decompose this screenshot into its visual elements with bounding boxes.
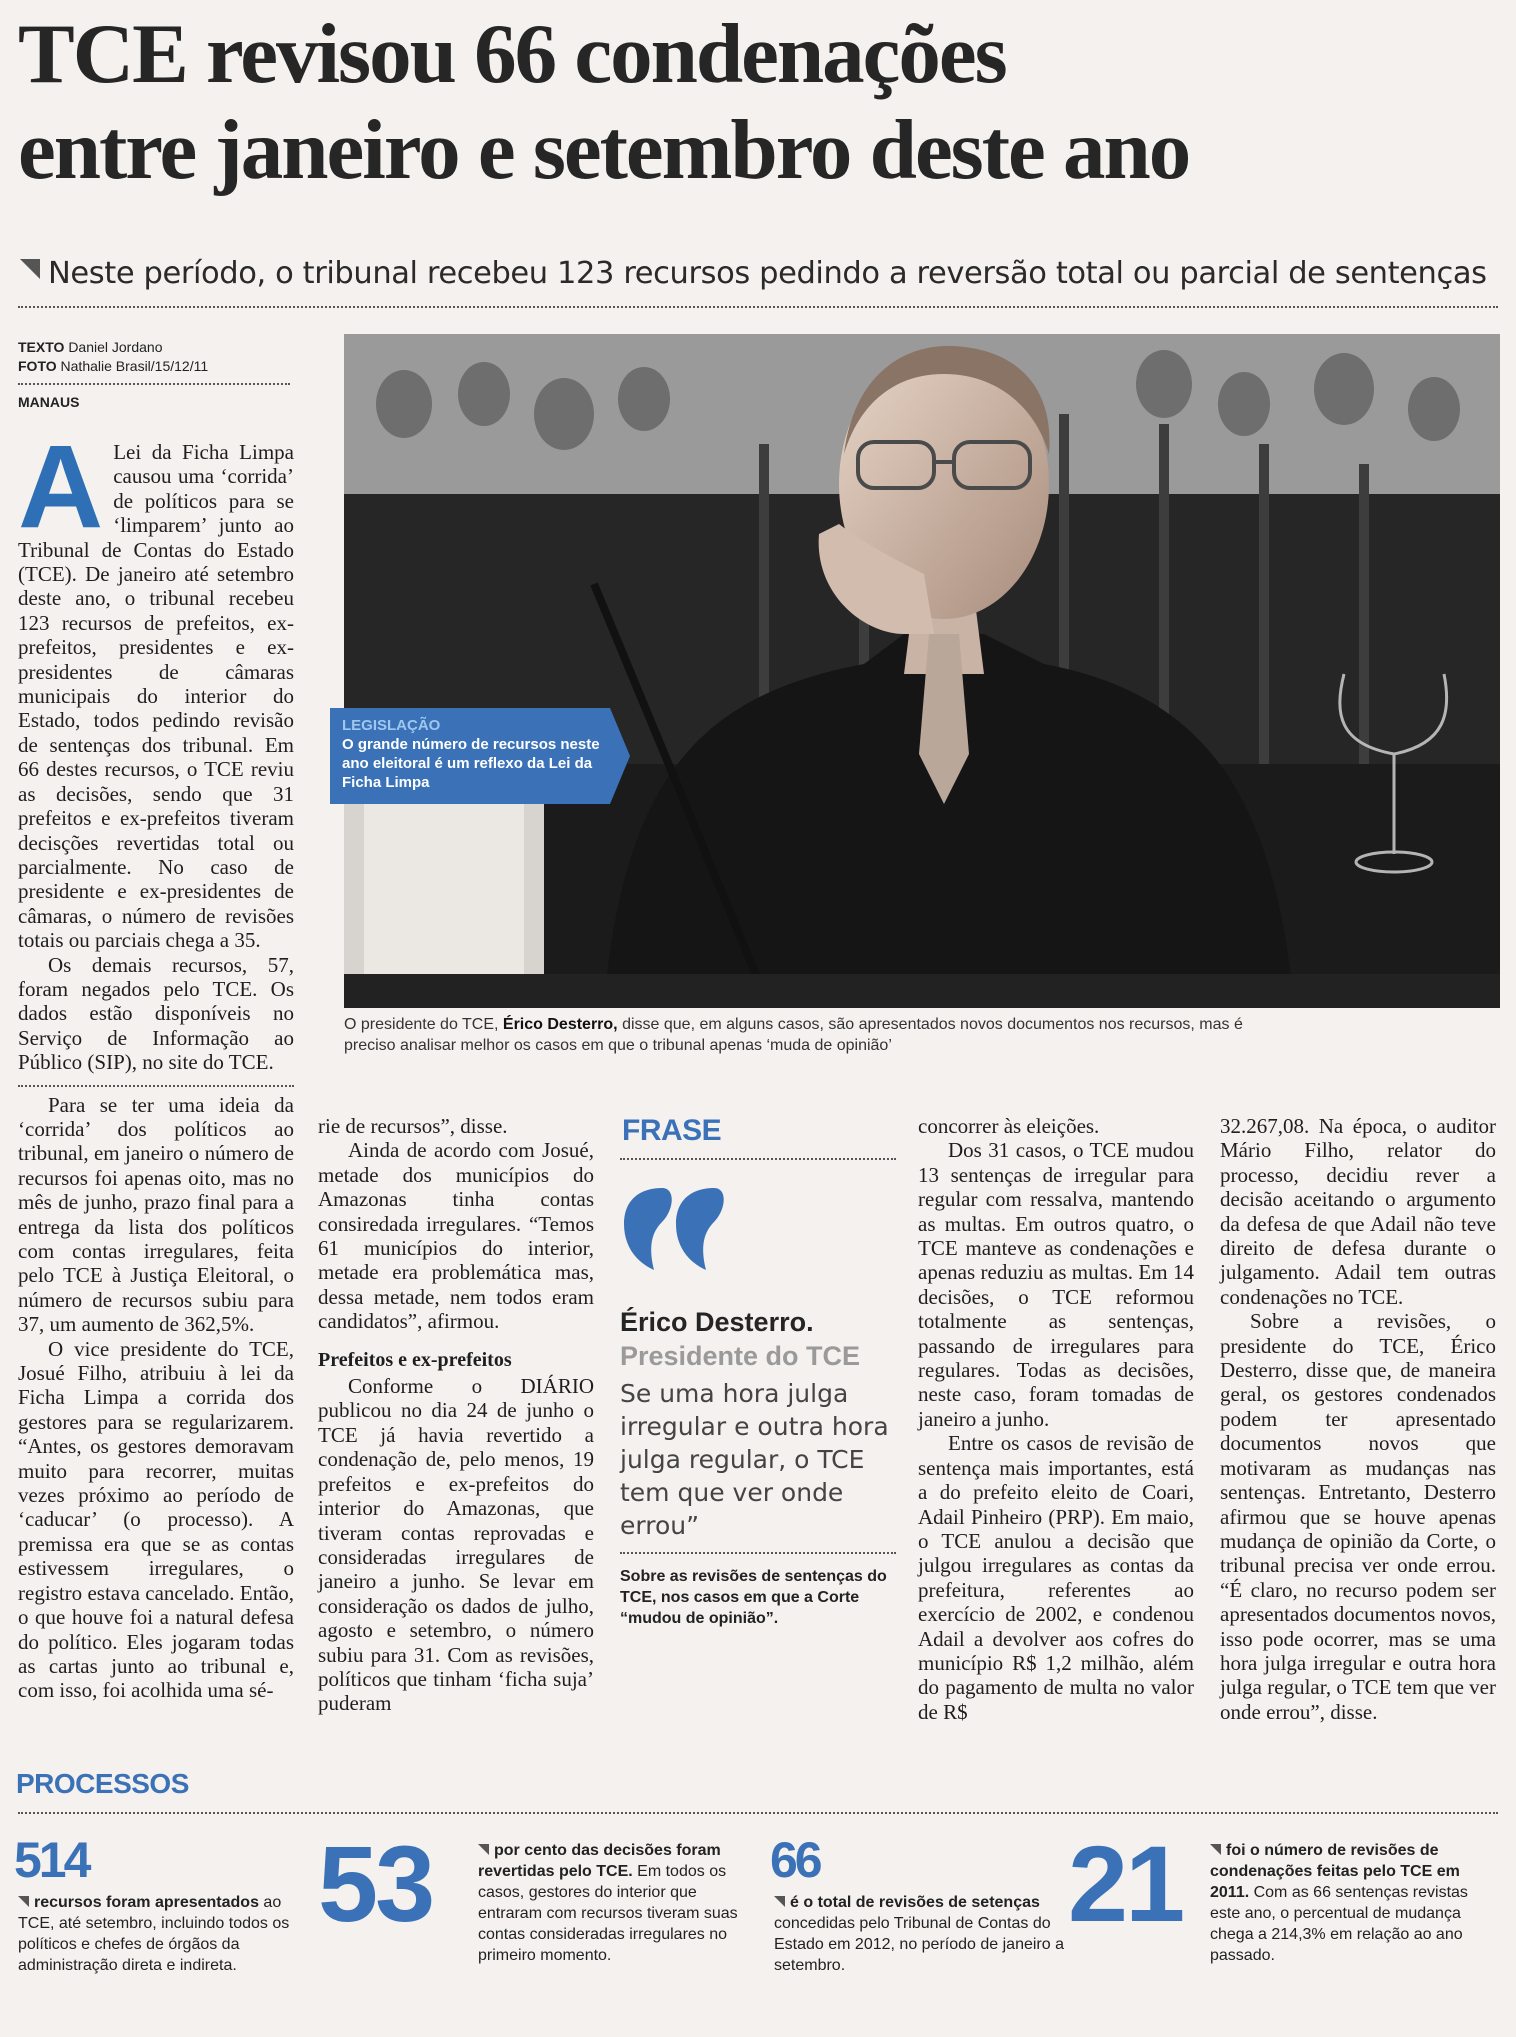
headline [18, 6, 1418, 198]
credit-photo: Nathalie Brasil/15/12/11 [60, 358, 209, 374]
credit-text: Daniel Jordano [68, 339, 163, 355]
stat-body: ao TCE, até setembro, incluindo todos os políticos e chefes de órgãos da administração direta e indireta. [18, 1894, 290, 1974]
caption-pre: O presidente do TCE, [344, 1016, 503, 1033]
credits [18, 338, 298, 376]
column-5 [1220, 1114, 1496, 1724]
stat-bold: é o total de revisões de setenças [790, 1894, 1040, 1911]
paragraph: Ainda de acordo com Josué, metade dos municípios do Amazonas tinha contas consiredada irregulares. “Temos 61 municípios do interior, metade era problemática mas, dessa metade, nem todos eram candidatos”, afirmou. [318, 1138, 594, 1334]
divider [18, 306, 1498, 308]
photo [344, 334, 1500, 1008]
triangle-bullet-icon [20, 259, 40, 279]
paragraph: concorrer às eleições. [918, 1114, 1100, 1138]
stat-body: concedidas pelo Tribunal de Contas do Estado em 2012, no período de janeiro a setembro. [774, 1915, 1064, 1974]
stat-bold: recursos foram apresentados [34, 1894, 259, 1911]
stat-text [478, 1840, 748, 1966]
headline-line-1: TCE revisou 66 condenações [18, 7, 1006, 101]
stat-body: Em todos os casos, gestores do interior que entraram com recursos tiveram suas contas consideradas irregulares no primeiro momento. [478, 1863, 738, 1964]
divider [18, 383, 290, 385]
paragraph: Sobre a revisões, o presidente do TCE, Érico Desterro, disse que, de maneira geral, os gestores condenados podem ter apresentado documentos novos que motivaram as mudanças nas sentenças. Entretanto, Desterro afirmou que se houve apenas mudança de opinião da Corte, o tribunal precisa ver onde errou. “É claro, no recurso podem ser apresentados documentos novos, isso pode ocorrer, mas se uma hora julga irregular e outra hora julga regular, o TCE tem que ver onde errou”, disse. [1220, 1309, 1496, 1724]
divider [18, 1085, 294, 1087]
frase-name: Érico Desterro. [620, 1307, 814, 1337]
paragraph: Entre os casos de revisão de sentença mais importantes, está a do prefeito eleito de Coari, Adail Pinheiro (PRP). Em maio, o TCE anulou a decisão que julgou irregulares as contas da prefeitura, referentes ao exercício de 2002, e condenou Adail a devolver aos cofres do município R$ 1,2 milhão, além do pagamento de multa no valor de R$ [918, 1431, 1194, 1724]
triangle-bullet-icon [774, 1896, 785, 1907]
drop-cap: A [18, 421, 104, 553]
subheading: Prefeitos e ex-prefeitos [318, 1348, 512, 1371]
frase-note: Sobre as revisões de sentenças do TCE, nos casos em que a Corte “mudou de opinião”. [620, 1568, 887, 1627]
photo-tag-text: O grande número de recursos neste ano eleitoral é um reflexo da Lei da Ficha Limpa [342, 736, 600, 791]
paragraph: rie de recursos”, disse. [318, 1114, 508, 1138]
stat-number: 21 [1068, 1823, 1183, 1944]
divider [620, 1552, 896, 1554]
column-1 [18, 421, 294, 1710]
divider [620, 1158, 896, 1160]
triangle-bullet-icon [478, 1844, 489, 1855]
credit-photo-label: FOTO [18, 358, 57, 374]
headline-line-2: entre janeiro e setembro deste ano [18, 103, 1190, 197]
stat-bold: foi o número de revisões de condenações feitas pelo TCE em 2011. [1210, 1842, 1460, 1901]
deck-text: Neste período, o tribunal recebeu 123 recursos pedindo a reversão total ou parcial de sentenças [48, 256, 1487, 291]
paragraph: Dos 31 casos, o TCE mudou 13 sentenças de irregular para regular com ressalva, mantendo as multas. Em outros quatro, o TCE manteve as condenações e apenas reduziu as multas. Em 14 decisões, o TCE reformou totalmente as sentenças, passando de irregulares para regulares. Todas as decisões, neste caso, foram tomadas de janeiro a junho. [918, 1138, 1194, 1431]
deck [20, 254, 1500, 294]
photo-caption [344, 1014, 1244, 1056]
paragraph: Os demais recursos, 57, foram negados pelo TCE. Os dados estão disponíveis no Serviço de Informação ao Público (SIP), no site do TCE. [18, 952, 294, 1075]
column-4 [918, 1114, 1194, 1724]
stat-number: 66 [770, 1832, 820, 1888]
stat-text [1210, 1840, 1500, 1966]
caption-name: Érico Desterro, [502, 1016, 618, 1033]
caption-post: disse que, em alguns casos, são apresentados novos documentos nos recursos, mas é preciso analisar melhor os casos em que o tribunal apenas ‘muda de opinião’ [344, 1016, 1243, 1054]
paragraph: O vice presidente do TCE, Josué Filho, atribuiu à lei da Ficha Limpa a corrida dos gestores para se regularizarem. “Antes, os gestores demoravam muito para recorrer, muitas vezes próximo ao período de ‘caducar’ (o processo). A premissa era que se as contas estivessem irregulares, o registro estava cancelado. Então, o que houve foi a natural defesa do político. Eles jogaram todas as cartas junto ao tribunal e, com isso, foi acolhida uma sé- [18, 1336, 294, 1703]
frase-quote: Se uma hora julga irregular e outra hora julga regular, o TCE tem que ver onde errou” [620, 1379, 889, 1540]
frase-heading: FRASE [622, 1114, 722, 1147]
stat-bold: por cento das decisões foram revertidas pelo TCE. [478, 1842, 721, 1880]
paragraph: 32.267,08. Na época, o auditor Mário Filho, relator do processo, decidiu rever a decisão aceitando o argumento da defesa de que Adail não teve direito de defesa durante o julgamento. Adail tem outras condenações no TCE. [1220, 1114, 1496, 1309]
stat-number: 514 [14, 1832, 89, 1888]
frase-role: Presidente do TCE [620, 1341, 861, 1371]
triangle-bullet-icon [1210, 1844, 1221, 1855]
paragraph: Conforme o DIÁRIO publicou no dia 24 de junho o TCE já havia revertido a condenação de, pelo menos, 19 prefeitos e ex-prefeitos do interior do Amazonas, que tiveram contas reprovadas e consideradas irregulares de janeiro a junho. Se levar em consideração os dados de julho, agosto e setembro, o número subiu para 31. Com as revisões, políticos que tinham ‘ficha suja’ puderam [318, 1374, 594, 1716]
stat-text [774, 1892, 1064, 1976]
stat-number: 53 [318, 1823, 433, 1944]
stat-body: Com as 66 sentenças revistas este ano, o percentual de mudança chega a 214,3% em relação ao ano passado. [1210, 1884, 1468, 1964]
divider [18, 1812, 1498, 1814]
photo-illustration [344, 334, 1500, 1008]
stat-text [18, 1892, 303, 1976]
photo-tag [342, 716, 622, 792]
photo-tag-label: LEGISLAÇÃO [342, 717, 441, 734]
processos-heading: PROCESSOS [16, 1768, 189, 1799]
column-2 [318, 1114, 594, 1714]
triangle-bullet-icon [18, 1896, 29, 1907]
credit-text-label: TEXTO [18, 339, 65, 355]
paragraph: Lei da Ficha Limpa causou uma ‘corrida’ de políticos para se ‘limparem’ junto ao Tribunal de Contas do Estado (TCE). De janeiro até setembro deste ano, o tribunal recebeu 123 recursos de prefeitos, ex-prefeitos, presidentes e ex-presidentes de câmaras municipais do interior do Estado, todos pedindo revisão de sentenças dos tribunal. Em 66 destes recursos, o TCE reviu as decisões, sendo que 31 prefeitos e ex-prefeitos tiveram decisções revertidas total ou parcialmente. No caso de presidente e ex-presidentes de câmaras, o número de revisões totais ou parciais chega a 35. [18, 440, 294, 953]
dateline: MANAUS [18, 394, 80, 410]
paragraph: Para se ter uma ideia da ‘corrida’ dos políticos ao tribunal, em janeiro o número de recursos foi apenas oito, mas no mês de junho, prazo final para a entrega da lista dos políticos com contas irregulares, feita pelo TCE à Justiça Eleitoral, o número de recursos subiu para 37, um aumento de 362,5%. [18, 1092, 294, 1337]
quote-marks-icon [618, 1184, 728, 1274]
